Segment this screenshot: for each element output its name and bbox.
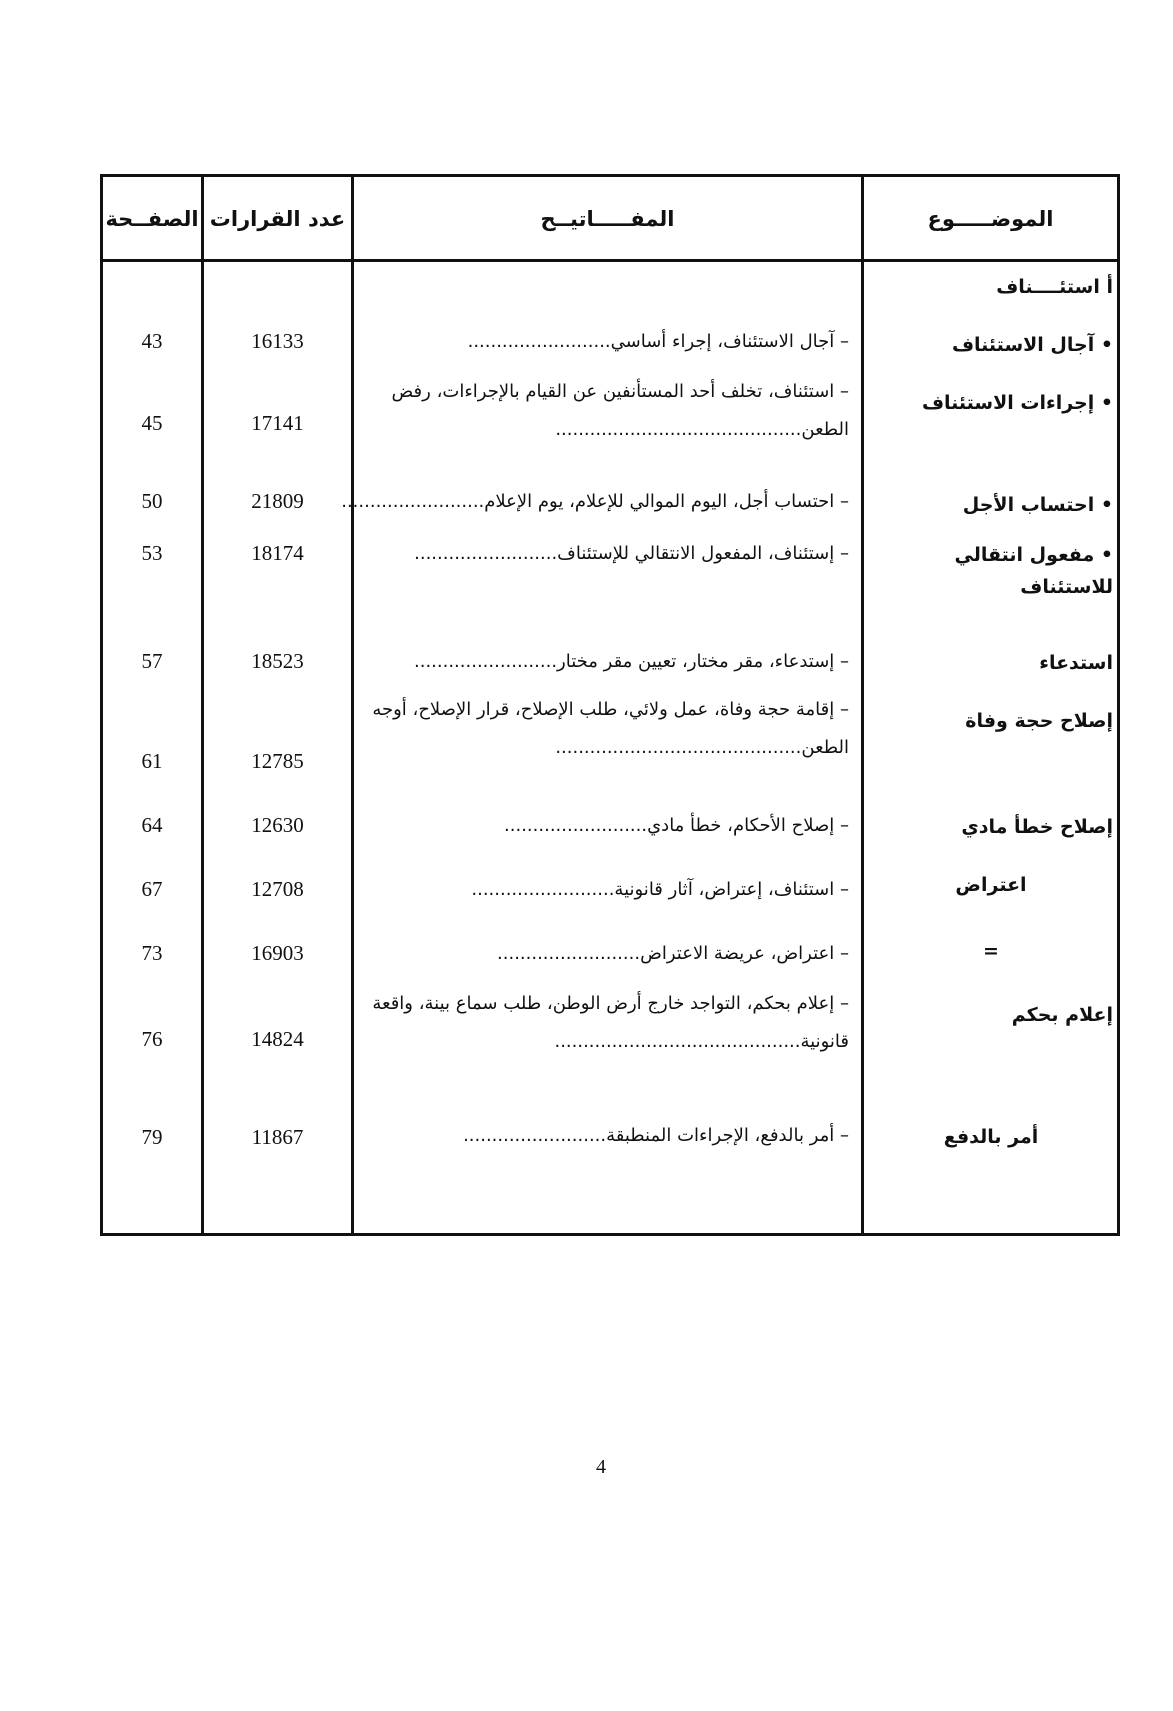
- row-keywords: – اعتراض، عريضة الاعتراض.........................: [497, 943, 849, 964]
- row-keywords: – إصلاح الأحكام، خطأ مادي.........................: [504, 815, 849, 836]
- row-decision-number: 12630: [251, 813, 304, 837]
- row-topic: إصلاح خطأ مادي: [961, 816, 1113, 838]
- row-page-number: 73: [141, 941, 163, 965]
- row-page-number: 53: [141, 541, 163, 565]
- row-decision-number: 16133: [251, 329, 304, 353]
- row-keywords: – آجال الاستئناف، إجراء أساسي.........................: [467, 331, 849, 352]
- row-keywords: – إستئناف، المفعول الانتقالي للإستئناف.........................: [414, 543, 849, 564]
- row-decision-number: 14824: [251, 1027, 304, 1051]
- row-topic: إعلام بحكم: [1011, 1004, 1113, 1026]
- row-decision-number: 17141: [251, 411, 304, 435]
- section-label: أ استئــــناف: [996, 276, 1113, 298]
- row-decision-number: 18174: [251, 541, 304, 565]
- row-topic: • آجال الاستئناف: [951, 334, 1113, 356]
- page-number: 4: [596, 1456, 606, 1478]
- row-topic: استدعاء: [1039, 652, 1113, 674]
- header-page: الصفــحة: [105, 207, 199, 231]
- row-page-number: 50: [141, 489, 163, 513]
- row-keywords: – إقامة حجة وفاة، عمل ولائي، طلب الإصلاح، قرار الإصلاح، أوجه الطعن...........................................: [372, 699, 849, 758]
- index-table: [100, 174, 1120, 1236]
- header-topic: الموضـــــوع: [927, 207, 1054, 231]
- row-page-number: 43: [141, 329, 163, 353]
- row-topic: • إجراءات الاستئناف: [921, 392, 1113, 414]
- row-keywords: – إستدعاء، مقر مختار، تعيين مقر مختار.........................: [414, 651, 849, 672]
- row-topic: إصلاح حجة وفاة: [965, 710, 1113, 732]
- row-keywords: – إعلام بحكم، التواجد خارج أرض الوطن، طلب سماع بينة، واقعة قانونية...........................................: [372, 993, 849, 1052]
- row-keywords: – استئناف، إعتراض، آثار قانونية.........................: [471, 879, 849, 900]
- row-page-number: 79: [141, 1125, 163, 1149]
- header-divider: [103, 259, 1117, 262]
- row-topic: =: [983, 940, 999, 962]
- row-decision-number: 18523: [251, 649, 304, 673]
- row-topic: أمر بالدفع: [943, 1126, 1039, 1148]
- row-topic: • مفعول انتقالي للاستئناف: [954, 544, 1113, 598]
- header-keywords: المفـــــاتيــح: [540, 207, 675, 231]
- row-decision-number: 12708: [251, 877, 304, 901]
- row-decision-number: 11867: [251, 1125, 304, 1149]
- row-topic: • احتساب الأجل: [962, 494, 1113, 516]
- row-topic: اعتراض: [955, 874, 1027, 896]
- row-page-number: 64: [141, 813, 163, 837]
- row-keywords: – أمر بالدفع، الإجراءات المنطبقة.........................: [463, 1125, 849, 1146]
- row-page-number: 57: [141, 649, 163, 673]
- row-keywords: – احتساب أجل، اليوم الموالي للإعلام، يوم الإعلام.........................: [341, 491, 849, 512]
- row-keywords: – استئناف، تخلف أحد المستأنفين عن القيام بالإجراءات، رفض الطعن...........................................: [391, 381, 849, 440]
- row-page-number: 76: [141, 1027, 163, 1051]
- row-page-number: 61: [141, 749, 163, 773]
- row-page-number: 45: [141, 411, 163, 435]
- row-page-number: 67: [141, 877, 163, 901]
- col-divider-keywords: [861, 177, 864, 1233]
- row-decision-number: 16903: [251, 941, 304, 965]
- col-divider-count: [351, 177, 354, 1233]
- header-decision-count: عدد القرارات: [209, 207, 346, 231]
- row-decision-number: 12785: [251, 749, 304, 773]
- row-decision-number: 21809: [251, 489, 304, 513]
